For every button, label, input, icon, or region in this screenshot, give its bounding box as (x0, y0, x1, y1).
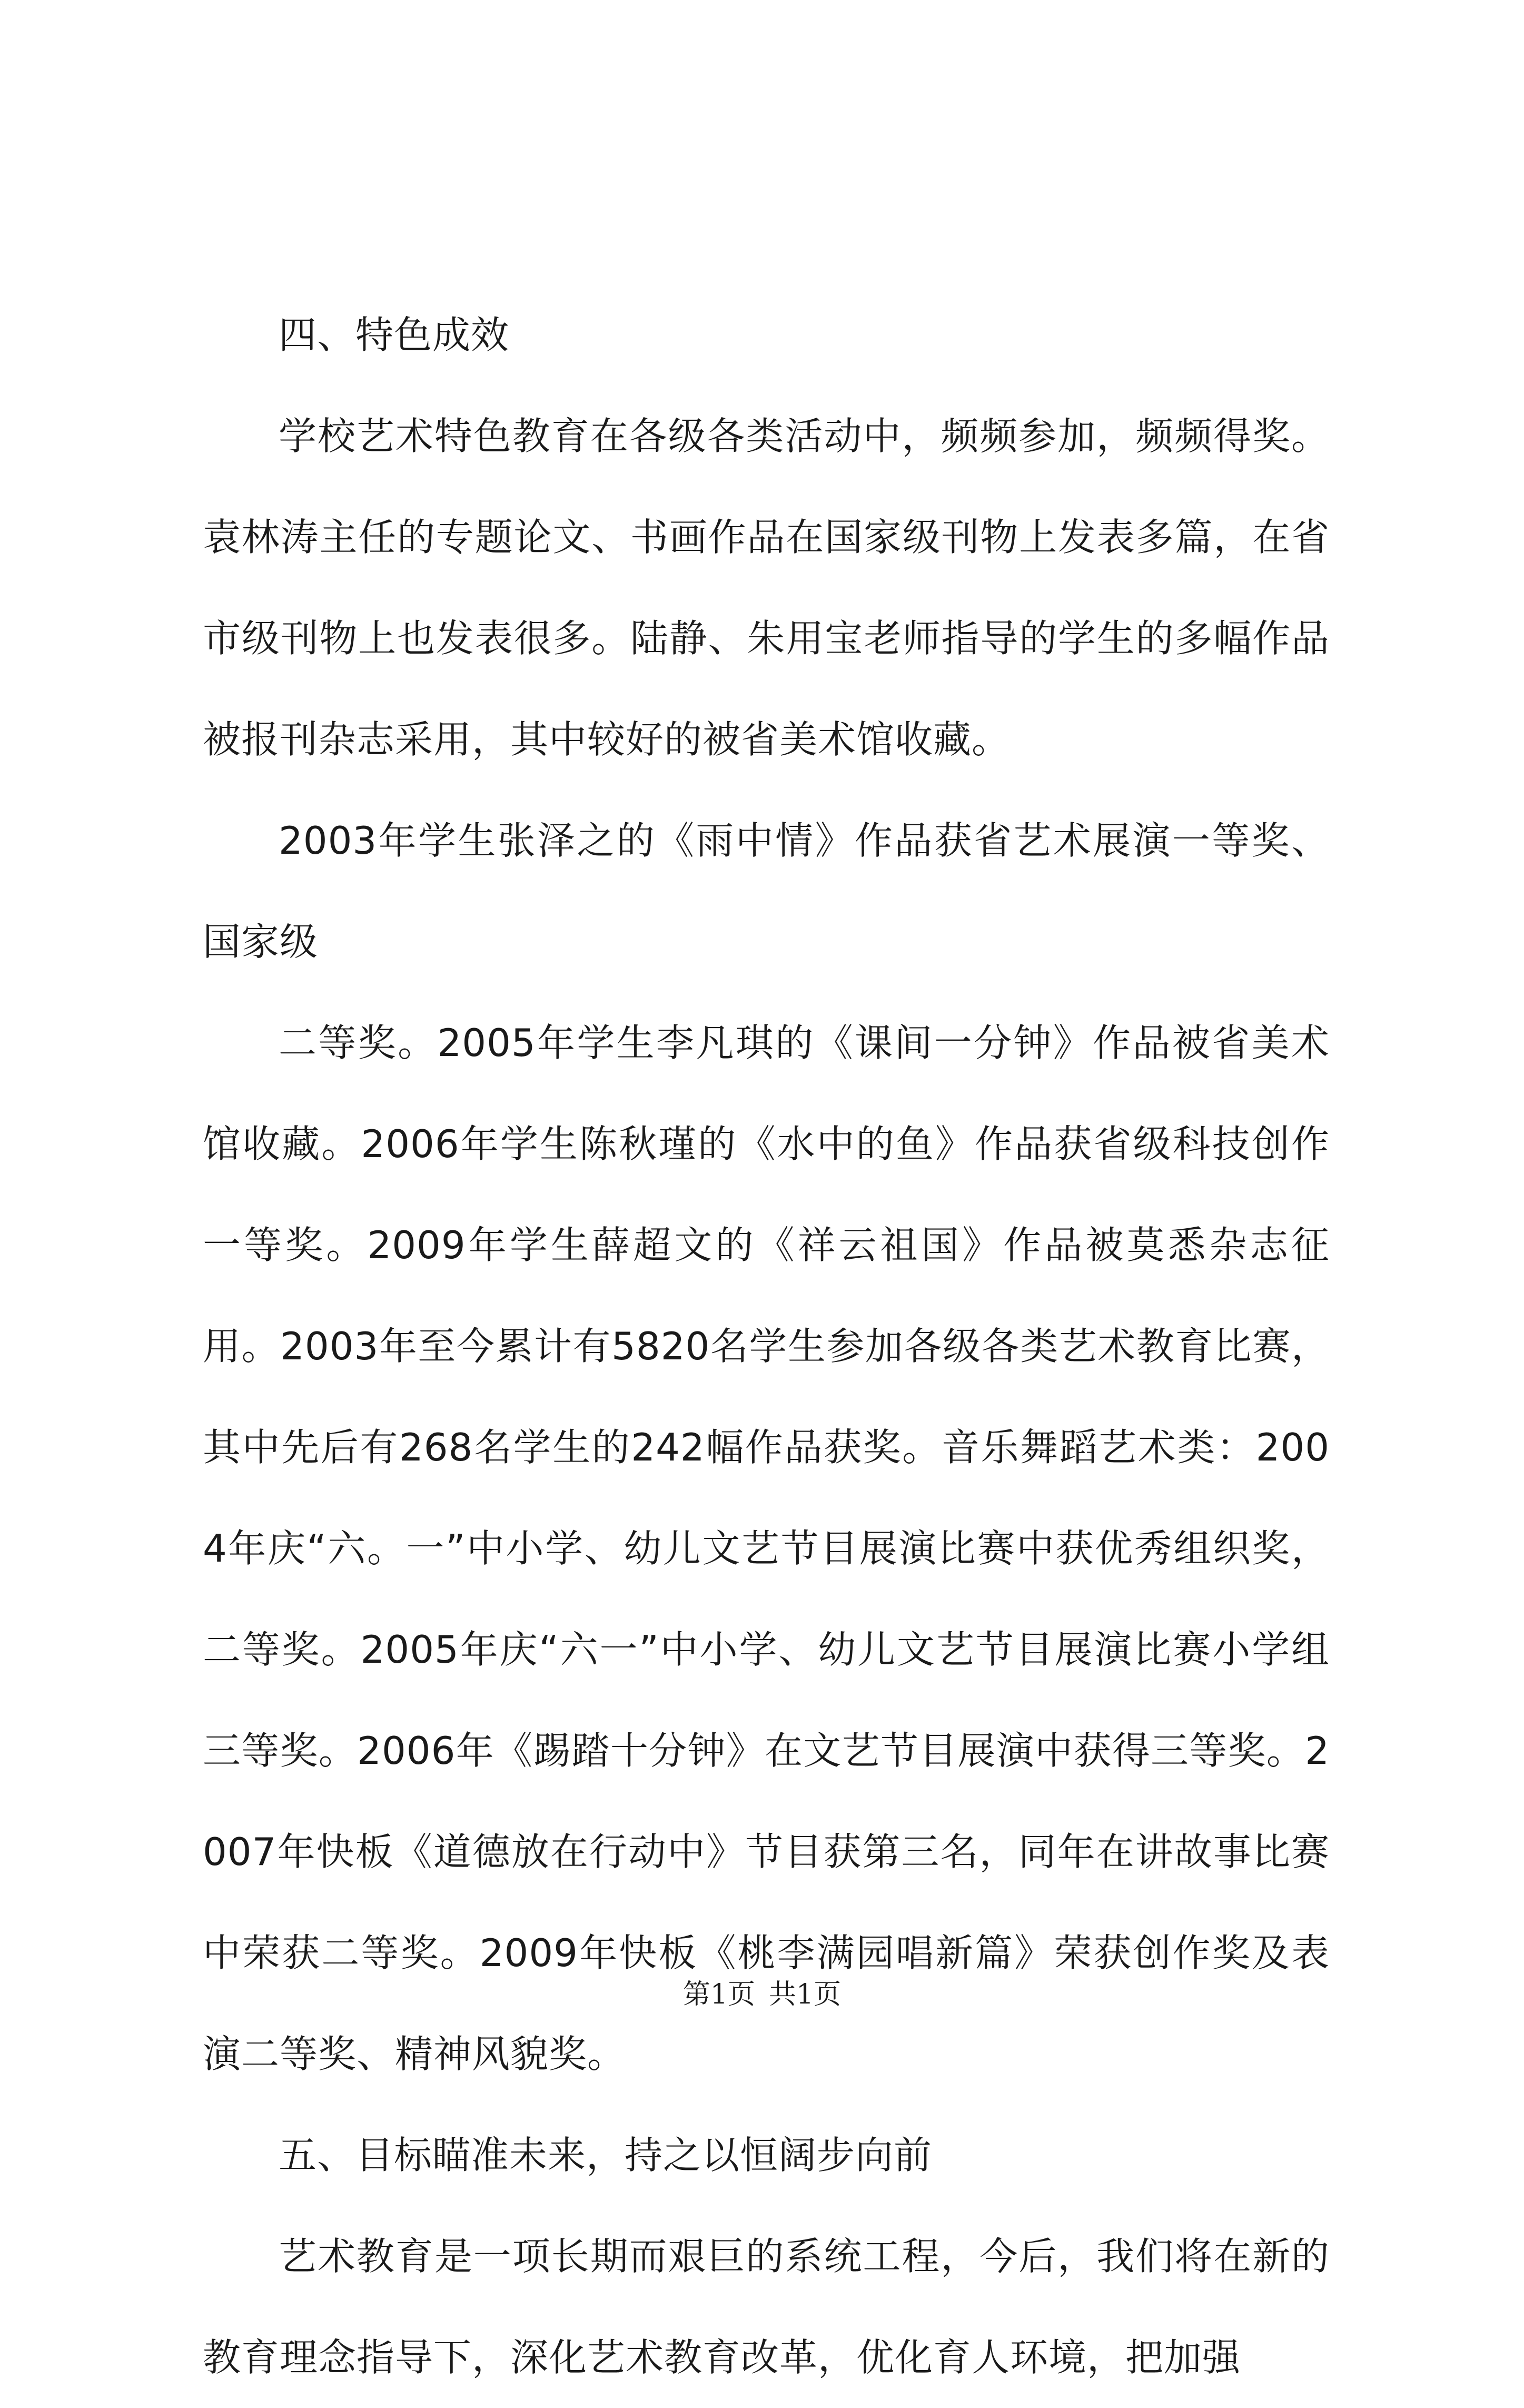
document-body (203, 284, 1330, 2408)
paragraph-future-plan: 艺术教育是一项长期而艰巨的系统工程，今后，我们将在新的教育理念指导下，深化艺术教育改革，优化育人环境，把加强 (203, 2234, 1330, 2380)
paragraph-2003-award: 2003年学生张泽之的《雨中情》作品获省艺术展演一等奖、国家级 (203, 818, 1330, 964)
section-heading-goals: 五、目标瞄准未来，持之以恒阔步向前 (279, 2133, 933, 2177)
section-heading-achievements: 四、特色成效 (279, 313, 510, 357)
page-number: 第1页 (682, 1979, 755, 2010)
paragraph-award-list: 二等奖。2005年学生李凡琪的《课间一分钟》作品被省美术馆收藏。2006年学生陈秋瑾的《水中的鱼》作品获省级科技创作一等奖。2009年学生薛超文的《祥云祖国》作品被莫悉杂志征用。2003年至今累计有5820名学生参加各级各类艺术教育比赛，其中先后有268名学生的242幅作品获奖。音乐舞蹈艺术类：2004年庆“六。一”中小学、幼儿文艺节目展演比赛中获优秀组织奖，二等奖。2005年庆“六一”中小学、幼儿文艺节目展演比赛小学组三等奖。2006年《踢踏十分钟》在文艺节目展演中获得三等奖。2007年快板《道德放在行动中》节目获第三名，同年在讲故事比赛中荣获二等奖。2009年快板《桃李满园唱新篇》荣获创作奖及表演二等奖、精神风貌奖。 (203, 1021, 1330, 2076)
page-footer (0, 1976, 1524, 2013)
paragraph-art-education-awards: 学校艺术特色教育在各级各类活动中，频频参加，频频得奖。袁林涛主任的专题论文、书画作品在国家级刊物上发表多篇，在省市级刊物上也发表很多。陆静、朱用宝老师指导的学生的多幅作品被报刊杂志采用，其中较好的被省美术馆收藏。 (203, 414, 1330, 762)
page-total: 共1页 (769, 1979, 842, 2010)
